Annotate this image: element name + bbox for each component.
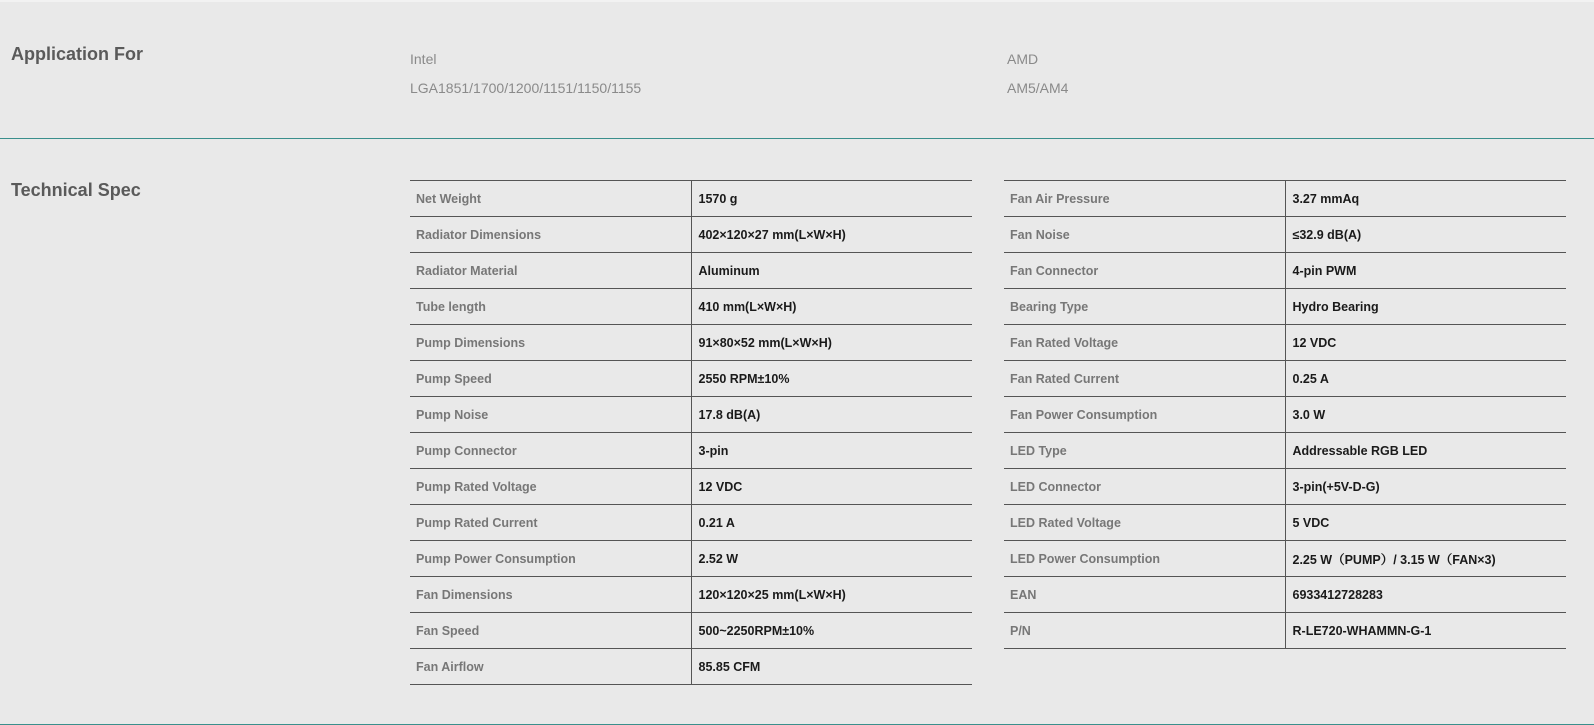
spec-row xyxy=(1004,397,1566,433)
spec-row xyxy=(1004,325,1566,361)
spec-row xyxy=(410,361,972,397)
spec-value: Addressable RGB LED xyxy=(1285,433,1566,469)
spec-value: 12 VDC xyxy=(1285,325,1566,361)
spec-key: Pump Power Consumption xyxy=(410,541,691,577)
top-border xyxy=(0,0,1594,2)
spec-value: 2550 RPM±10% xyxy=(691,361,972,397)
spec-value: 85.85 CFM xyxy=(691,649,972,685)
spec-row xyxy=(1004,361,1566,397)
spec-value: 5 VDC xyxy=(1285,505,1566,541)
spec-value: 0.25 A xyxy=(1285,361,1566,397)
amd-sockets: AM5/AM4 xyxy=(1007,80,1069,96)
spec-key: EAN xyxy=(1004,577,1285,613)
spec-key: Fan Dimensions xyxy=(410,577,691,613)
application-section-title: Application For xyxy=(11,44,143,64)
spec-value: 3.0 W xyxy=(1285,397,1566,433)
spec-key: Fan Rated Current xyxy=(1004,361,1285,397)
spec-key: Radiator Material xyxy=(410,253,691,289)
technical-section-title: Technical Spec xyxy=(11,180,141,200)
spec-value: 1570 g xyxy=(691,181,972,217)
spec-row xyxy=(410,649,972,685)
spec-key: Fan Rated Voltage xyxy=(1004,325,1285,361)
spec-value: 12 VDC xyxy=(691,469,972,505)
spec-key: Fan Air Pressure xyxy=(1004,181,1285,217)
spec-value: 120×120×25 mm(L×W×H) xyxy=(691,577,972,613)
amd-label: AMD xyxy=(1007,51,1039,67)
spec-key: Pump Connector xyxy=(410,433,691,469)
spec-value: 2.52 W xyxy=(691,541,972,577)
spec-value: 17.8 dB(A) xyxy=(691,397,972,433)
spec-row xyxy=(1004,253,1566,289)
spec-key: Radiator Dimensions xyxy=(410,217,691,253)
spec-row xyxy=(410,397,972,433)
spec-key: P/N xyxy=(1004,613,1285,649)
intel-sockets: LGA1851/1700/1200/1151/1150/1155 xyxy=(410,80,642,96)
spec-value: R-LE720-WHAMMN-G-1 xyxy=(1285,613,1566,649)
spec-key: LED Power Consumption xyxy=(1004,541,1285,577)
spec-row xyxy=(410,253,972,289)
spec-row xyxy=(410,541,972,577)
spec-row xyxy=(410,289,972,325)
spec-row xyxy=(1004,505,1566,541)
spec-row xyxy=(1004,613,1566,649)
spec-row xyxy=(1004,289,1566,325)
spec-value: 3-pin(+5V-D-G) xyxy=(1285,469,1566,505)
spec-key: LED Connector xyxy=(1004,469,1285,505)
spec-value: 410 mm(L×W×H) xyxy=(691,289,972,325)
spec-row xyxy=(410,505,972,541)
spec-table-right xyxy=(1004,180,1566,649)
spec-row xyxy=(410,325,972,361)
spec-value: 0.21 A xyxy=(691,505,972,541)
spec-key: Bearing Type xyxy=(1004,289,1285,325)
spec-row xyxy=(1004,469,1566,505)
spec-key: Fan Noise xyxy=(1004,217,1285,253)
spec-row xyxy=(410,433,972,469)
spec-row xyxy=(1004,577,1566,613)
spec-key: Pump Noise xyxy=(410,397,691,433)
spec-value: 2.25 W（PUMP）/ 3.15 W（FAN×3) xyxy=(1285,541,1566,577)
spec-key: Pump Rated Current xyxy=(410,505,691,541)
spec-value: Aluminum xyxy=(691,253,972,289)
spec-key: Pump Dimensions xyxy=(410,325,691,361)
spec-value: ≤32.9 dB(A) xyxy=(1285,217,1566,253)
spec-value: Hydro Bearing xyxy=(1285,289,1566,325)
intel-label: Intel xyxy=(410,51,437,67)
spec-table-left xyxy=(410,180,972,685)
spec-row xyxy=(410,469,972,505)
spec-value: 500~2250RPM±10% xyxy=(691,613,972,649)
spec-key: LED Rated Voltage xyxy=(1004,505,1285,541)
spec-row xyxy=(1004,433,1566,469)
spec-value: 91×80×52 mm(L×W×H) xyxy=(691,325,972,361)
spec-value: 6933412728283 xyxy=(1285,577,1566,613)
spec-key: Fan Power Consumption xyxy=(1004,397,1285,433)
spec-row xyxy=(410,613,972,649)
spec-row xyxy=(410,181,972,217)
spec-key: LED Type xyxy=(1004,433,1285,469)
spec-value: 402×120×27 mm(L×W×H) xyxy=(691,217,972,253)
spec-row xyxy=(410,577,972,613)
spec-key: Fan Connector xyxy=(1004,253,1285,289)
section-divider xyxy=(0,138,1594,139)
spec-key: Pump Speed xyxy=(410,361,691,397)
spec-key: Pump Rated Voltage xyxy=(410,469,691,505)
spec-value: 4-pin PWM xyxy=(1285,253,1566,289)
spec-key: Fan Airflow xyxy=(410,649,691,685)
spec-row xyxy=(1004,541,1566,577)
spec-key: Fan Speed xyxy=(410,613,691,649)
spec-value: 3-pin xyxy=(691,433,972,469)
spec-row xyxy=(1004,217,1566,253)
spec-key: Net Weight xyxy=(410,181,691,217)
spec-key: Tube length xyxy=(410,289,691,325)
spec-row xyxy=(410,217,972,253)
spec-row xyxy=(1004,181,1566,217)
spec-value: 3.27 mmAq xyxy=(1285,181,1566,217)
